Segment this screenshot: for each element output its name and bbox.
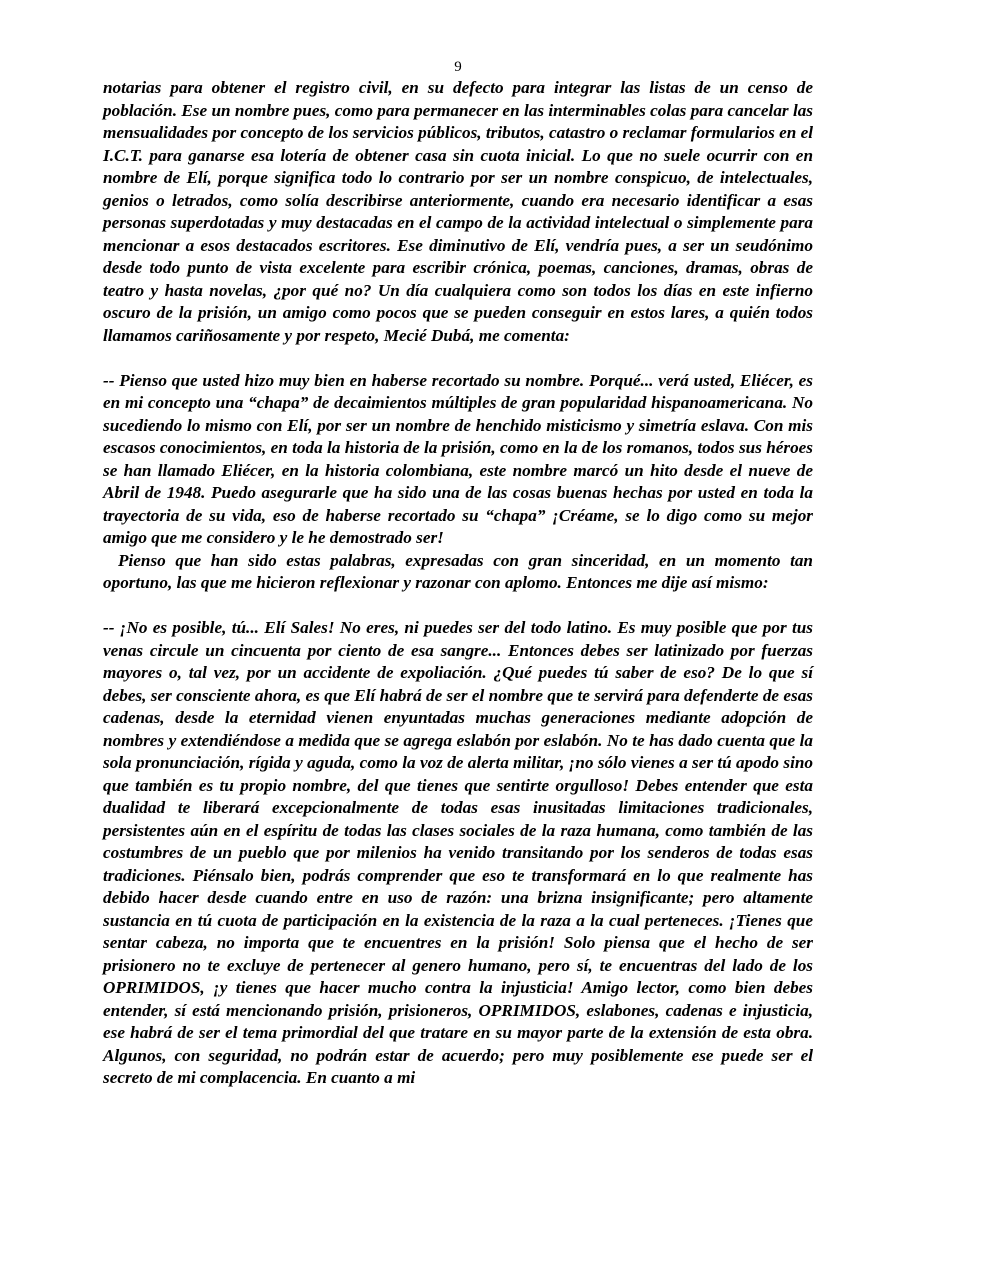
document-body: [103, 77, 813, 1090]
paragraph-inner-monologue: -- ¡No es posible, tú... Elí Sales! No eres, ni puedes ser del todo latino. Es muy posible que por tus venas circule un cincuenta por ciento de esa sangre... Entonces debes ser latinizado por fuerzas mayores o, tal vez, por un accidente de expoliación. ¿Qué puedes tú saber de eso? De lo que sí debes, ser consciente ahora, es que Elí habrá de ser el nombre que te servirá para defenderte de esas cadenas, desde la eternidad vienen enyuntadas muchas generaciones mediante adopción de nombres y extendiéndose a medida que se agrega eslabón por eslabón. No te has dado cuenta que la sola pronunciación, rígida y aguda, como la voz de alerta militar, ¡no sólo vienes a ser tú apodo sino que también es tu propio nombre, del que tienes que sentirte orgulloso! Debes entender que esta dualidad te liberará excepcionalmente de todas esas inusitadas limitaciones tradicionales, persistentes aún en el espíritu de todas las clases sociales de la raza humana, como también de las costumbres de un pueblo que por milenios ha venido transitando por los senderos de todas esas tradiciones. Piénsalo bien, podrás comprender que eso te transformará en lo que realmente has debido hacer desde cuando entre en uso de razón: una brizna insignificante; pero altamente sustancia en tú cuota de participación en la existencia de la raza a la cual perteneces. ¡Tienes que sentar cabeza, no importa que te encuentres en la prisión! Solo piensa que el hecho de ser prisionero no te excluye de pertenecer al genero humano, pero sí, te encuentras del lado de los OPRIMIDOS, ¡y tienes que hacer mucho contra la injusticia! Amigo lector, como bien debes entender, sí está mencionando prisión, prisioneros, OPRIMIDOS, eslabones, cadenas e injusticia, ese habrá de ser el tema primordial del que tratare en su mayor parte de la extensión de esta obra. Algunos, con seguridad, no podrán estar de acuerdo; pero muy posiblemente ese puede ser el secreto de mi complacencia. En cuanto a mi: [103, 618, 813, 1087]
paragraph-reflection: Pienso que han sido estas palabras, expresadas con gran sinceridad, en un momento tan oportuno, las que me hicieron reflexionar y razonar con aplomo. Entonces me dije así mismo:: [103, 550, 813, 592]
paragraph-dialogue-mecie: -- Pienso que usted hizo muy bien en haberse recortado su nombre. Porqué... verá usted, Eliécer, es en mi concepto una “chapa” de decaimientos múltiples de gran popularidad hispanoamericana. No sucediendo lo mismo con Elí, por ser un nombre de henchido misticismo y simetría eslava. Con mis escasos conocimientos, en toda la historia de la prisión, como en la de los romanos, todos sus héroes se han llamado Eliécer, en la historia colombiana, este nombre marcó un hito desde el nueve de Abril de 1948. Puedo asegurarle que ha sido una de las cosas buenas hechas por usted en toda la trayectoria de su vida, eso de haberse recortado su “chapa” ¡Créame, se lo digo como su mejor amigo que me considero y le he demostrado ser!: [103, 370, 813, 547]
page-number: 9: [454, 59, 462, 75]
paragraph-registro-civil: notarias para obtener el registro civil, en su defecto para integrar las listas de un censo de población. Ese un nombre pues, como para permanecer en las interminables colas para cancelar las mensualidades por concepto de los servicios públicos, tributos, catastro o reclamar formularios en el I.C.T. para ganarse esa lotería de obtener casa sin cuota inicial. Lo que no suele ocurrir con en nombre de Elí, porque significa todo lo contrario por ser un nombre conspicuo, de intelectuales, genios o letrados, como solía describirse anteriormente, cuando era necesario identificar a esas personas superdotadas y muy destacadas en el campo de la actividad intelectual o simplemente para mencionar a esos destacados escritores. Ese diminutivo de Elí, vendría pues, a ser un seudónimo desde todo punto de vista excelente para escribir crónica, poemas, canciones, dramas, obras de teatro y hasta novelas, ¿por qué no? Un día cualquiera como son todos los días en este infierno oscuro de la prisión, un amigo como pocos que se pueden conseguir en estos lares, a quién todos llamamos cariñosamente y por respeto, Mecié Dubá, me comenta:: [103, 78, 813, 345]
paragraph-spacer: [103, 347, 813, 370]
paragraph-spacer: [103, 595, 813, 618]
